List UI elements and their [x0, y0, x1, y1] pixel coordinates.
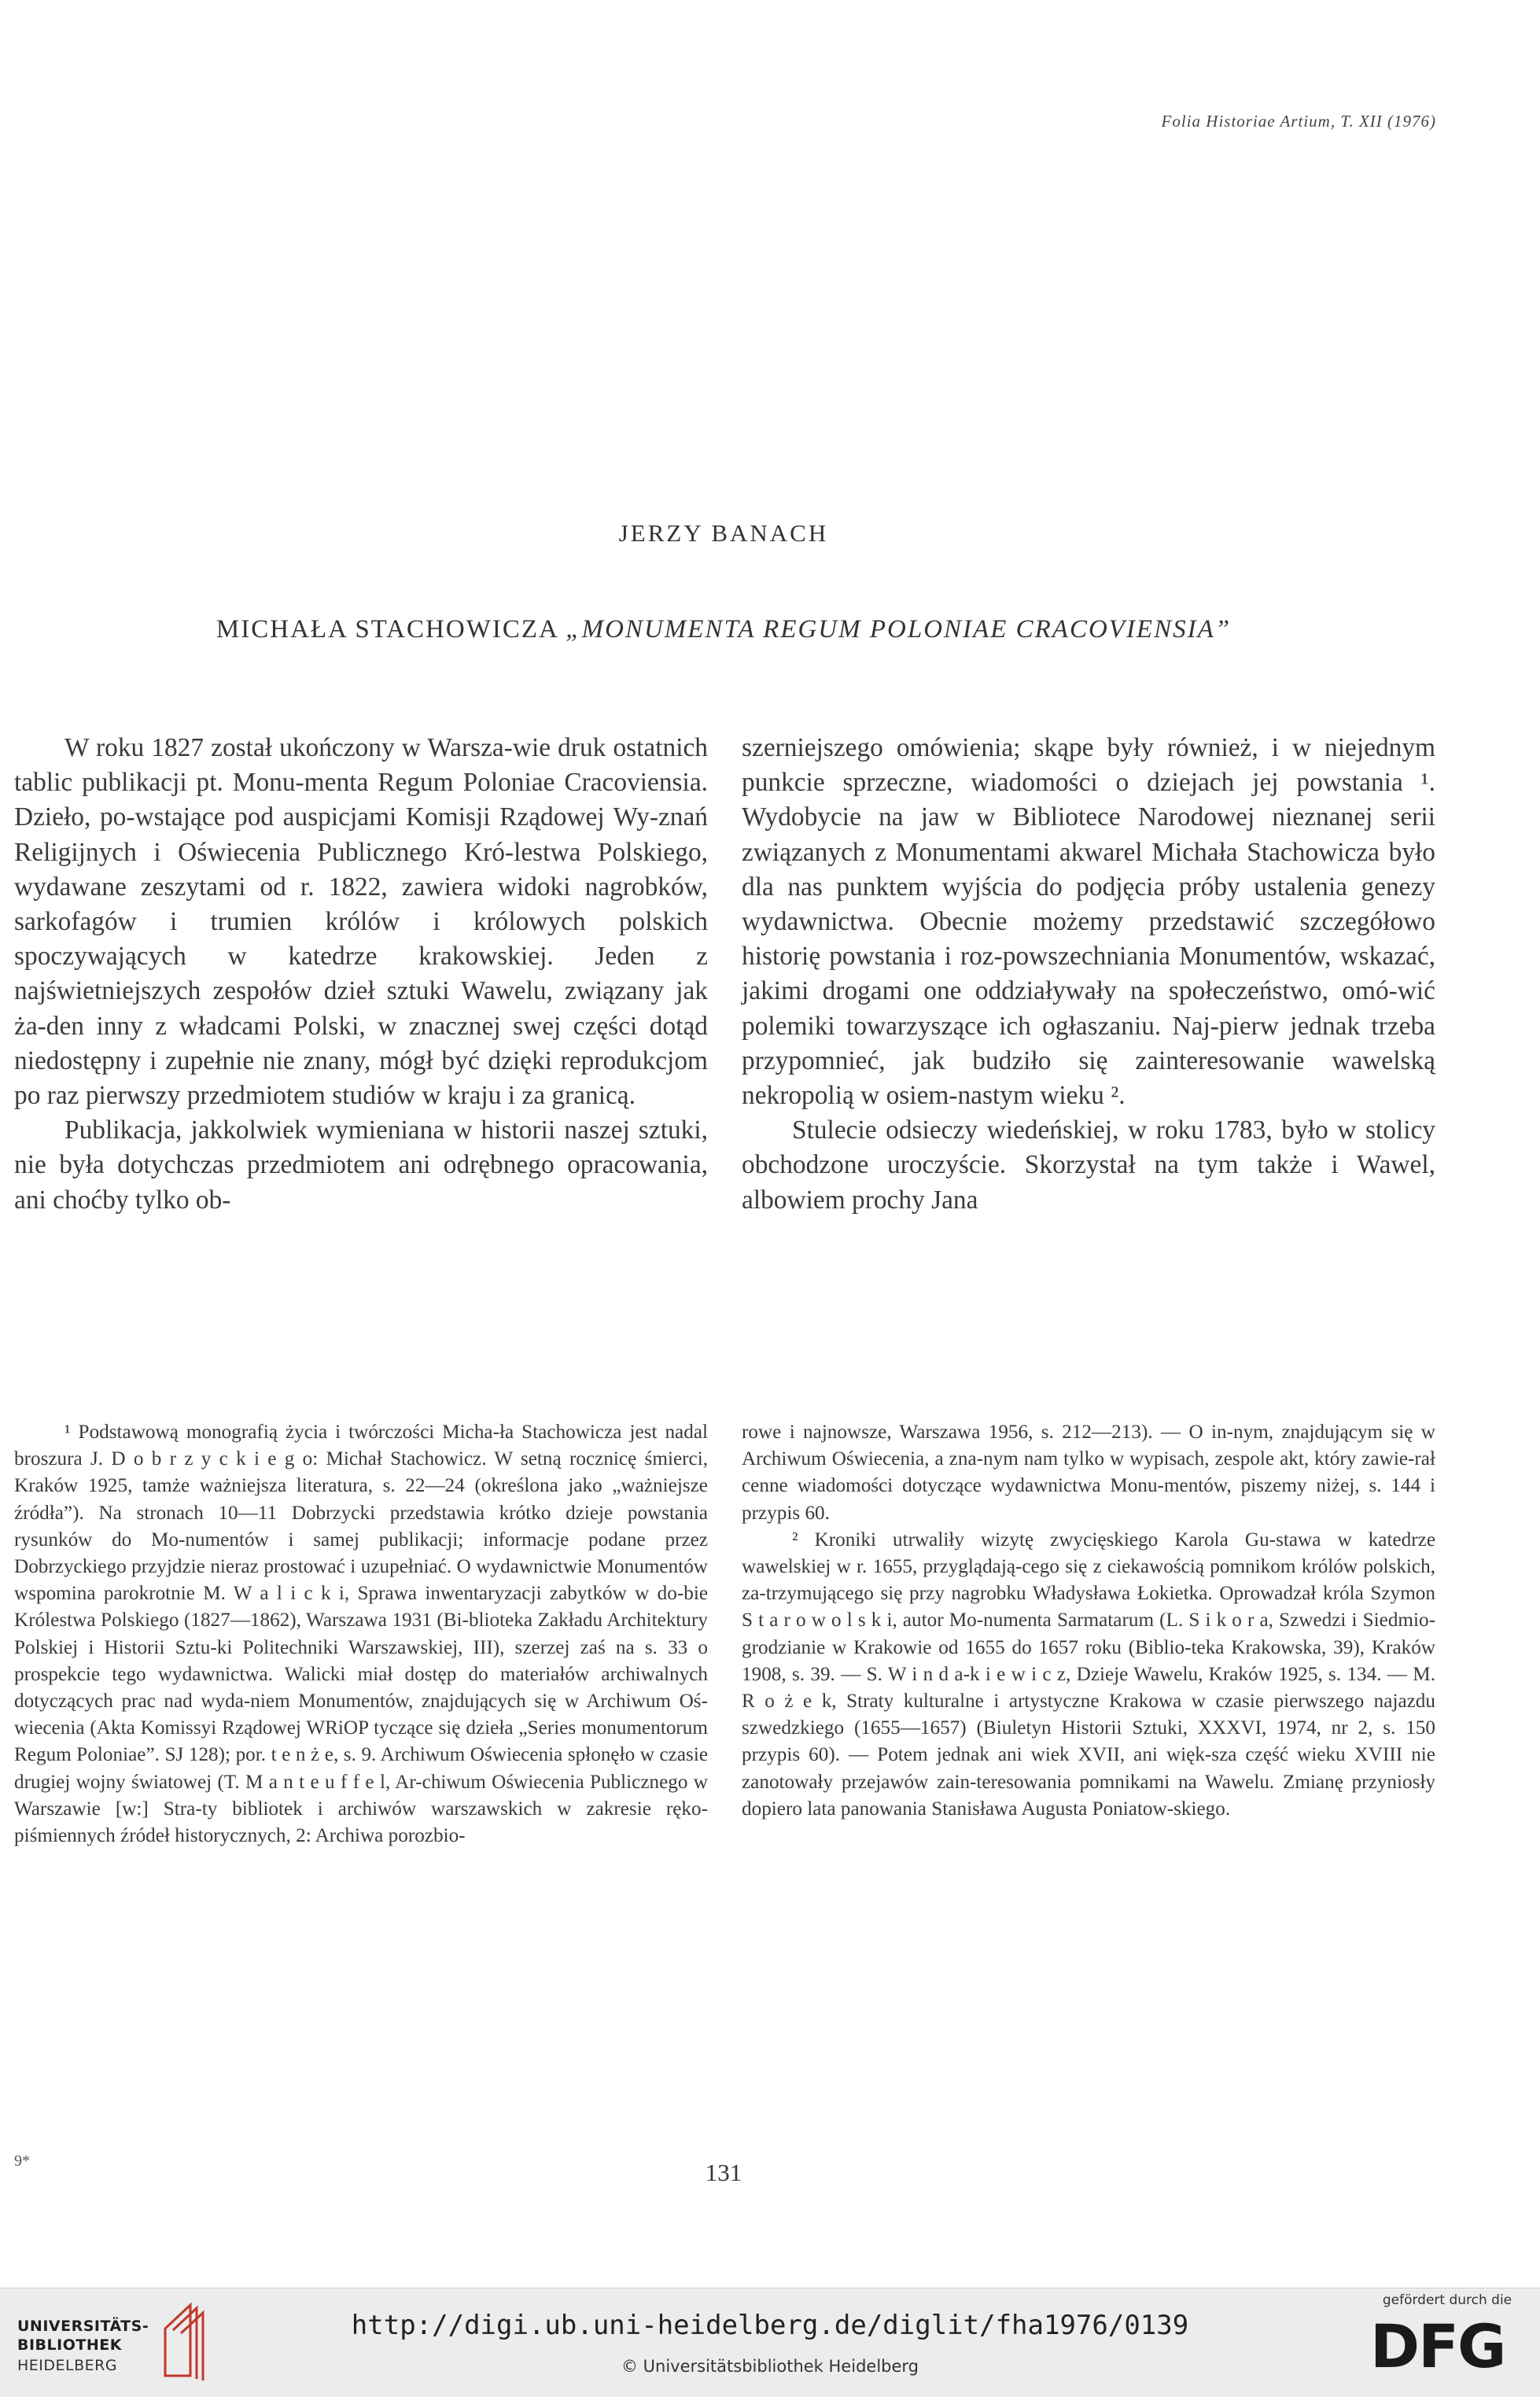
body-column-left — [14, 731, 708, 1218]
body-paragraph: Stulecie odsieczy wiedeńskiej, w roku 1783, było w stolicy obchodzone uroczyście. Skorzystał na tym także i Wawel, albowiem prochy Jana — [742, 1116, 1435, 1215]
footnote: ² Kroniki utrwaliły wizytę zwycięskiego Karola Gu-stawa w katedrze wawelskiej w r. 1655, przyglądają-cego się z ciekawością pomnikom królów polskich, za-trzymującego się przy nagrobku Władysława Łokietka. Oprowadzał króla Szymon S t a r o w o l s k i, autor Mo-numenta Sarmatarum (L. S i k o r a, Szwedzi i Siedmio-grodzianie w Krakowie od 1655 do 1657 roku (Biblio-teka Krakowska, 39), Kraków 1908, s. 39. — S. W i n d a-k i e w i c z, Dzieje Wawelu, Kraków 1925, s. 134. — M. R o ż e k, Straty kulturalne i artystyczne Krakowa w czasie pierwszego najazdu szwedzkiego (1655—1657) (Biuletyn Historii Sztuki, XXXVI, 1974, nr 2, s. 150 przypis 60). — Potem jednak ani wiek XVII, ani więk-sza część wieku XVIII nie zanotowały przejawów zain-teresowania pomnikami na Wawelu. Zmianę przyniosły dopiero lata panowania Stanisława Augusta Poniatow-skiego. — [742, 1529, 1435, 1820]
page-number: 131 — [705, 2159, 742, 2186]
printer-signature: 9* — [14, 2152, 30, 2170]
footnotes-column-right — [742, 1419, 1435, 1823]
body-paragraph: szerniejszego omówienia; skąpe były również, i w niejednym punkcie sprzeczne, wiadomości o dziejach jej powstania ¹. Wydobycie na jaw w Bibliotece Narodowej nieznanej serii związanych z Monumentami akwarel Michała Stachowicza było dla nas punktem wyjścia do podjęcia próby ustalenia genezy wydawnictwa. Obecnie możemy przedstawić szczegółowo historię powstania i roz-powszechniania Monumentów, wskazać, jakimi drogami one oddziaływały na społeczeństwo, omó-wić polemiki towarzyszące ich ogłaszaniu. Naj-pierw jednak trzeba przypomnieć, jak budziło się zainteresowanie wawelską nekropolią w osiem-nastym wieku ². — [742, 733, 1435, 1111]
logo-line: HEIDELBERG — [17, 2357, 118, 2374]
article-title — [0, 615, 1447, 644]
title-plain: MICHAŁA STACHOWICZA — [216, 615, 566, 644]
funder-caption: gefördert durch die — [1382, 2292, 1512, 2308]
footnotes-column-left — [14, 1419, 708, 1849]
dfg-funder-logo[interactable] — [1369, 2292, 1526, 2388]
footer-bar — [0, 2288, 1540, 2397]
footnote: rowe i najnowsze, Warszawa 1956, s. 212—213). — O in-nym, znajdującym się w Archiwum Oświecenia, a zna-nym nam tylko w wypisach, zespole akt, który zawie-rał cenne wiadomości dotyczące wydawnictwa Monu-mentów, piszemy niżej, s. 144 i przypis 60. — [742, 1422, 1435, 1524]
body-column-right — [742, 731, 1435, 1218]
title-italic: „MONUMENTA REGUM POLONIAE CRACOVIENSIA” — [566, 615, 1232, 644]
article-author: JERZY BANACH — [618, 519, 829, 547]
logo-line: UNIVERSITÄTS- — [17, 2318, 149, 2335]
dfg-logo-text: DFG — [1370, 2311, 1505, 2381]
copyright-notice: © Universitätsbibliothek Heidelberg — [621, 2357, 919, 2376]
permalink-url[interactable]: http://digi.ub.uni-heidelberg.de/diglit/fha1976/0139 — [351, 2310, 1189, 2341]
running-head: Folia Historiae Artium, T. XII (1976) — [1161, 112, 1436, 131]
logo-line: BIBLIOTHEK — [17, 2336, 122, 2354]
body-paragraph: W roku 1827 został ukończony w Warsza-wie druk ostatnich tablic publikacji pt. Monu-menta Regum Poloniae Cracoviensia. Dzieło, po-wstające pod auspicjami Komisji Rządowej Wy-znań Religijnych i Oświecenia Publicznego Kró-lestwa Polskiego, wydawane zeszytami od r. 1822, zawiera widoki nagrobków, sarkofagów i trumien królów i królowych polskich spoczywających w katedrze krakowskiej. Jeden z najświetniejszych zespołów dzieł sztuki Wawelu, związany jak ża-den inny z władcami Polski, w znacznej swej części dotąd niedostępny i zupełnie nie znany, mógł być dzięki reprodukcjom po raz pierwszy przedmiotem studiów w kraju i za granicą. — [14, 733, 708, 1111]
footnote: ¹ Podstawową monografią życia i twórczości Micha-ła Stachowicza jest nadal broszura J. D o b r z y c k i e g o: Michał Stachowicz. W setną rocznicę śmierci, Kraków 1925, tamże ważniejsza literatura, s. 22—24 (określona jako „ważniejsze źródła”). Na stronach 10—11 Dobrzycki przedstawia krótko dzieje powstania rysunków do Mo-numentów i samej publikacji; informacje podane przez Dobrzyckiego przyjdzie nieraz prostować i uzupełniać. O wydawnictwie Monumentów wspomina parokrotnie M. W a l i c k i, Sprawa inwentaryzacji zabytków w do-bie Królestwa Polskiego (1827—1862), Warszawa 1931 (Bi-blioteka Zakładu Architektury Polskiej i Historii Sztu-ki Politechniki Warszawskiej, III), szerzej zaś na s. 33 o prospekcie tego wydawnictwa. Walicki miał dostęp do materiałów archiwalnych dotyczących prac nad wyda-niem Monumentów, znajdujących się w Archiwum Oś-wiecenia (Akta Komissyi Rządowej WRiOP tyczące się dzieła „Series monumentorum Regum Poloniae”. SJ 128); por. t e n ż e, s. 9. Archiwum Oświecenia spłonęło w czasie drugiej wojny światowej (T. M a n t e u f f e l, Ar-chiwum Oświecenia Publicznego w Warszawie [w:] Stra-ty bibliotek i archiwów warszawskich w zakresie ręko-piśmiennych źródeł historycznych, 2: Archiwa porozbio- — [14, 1422, 708, 1847]
body-paragraph: Publikacja, jakkolwiek wymieniana w historii naszej sztuki, nie była dotychczas przedmiotem ani odrębnego opracowania, ani choćby tylko ob- — [14, 1116, 708, 1215]
